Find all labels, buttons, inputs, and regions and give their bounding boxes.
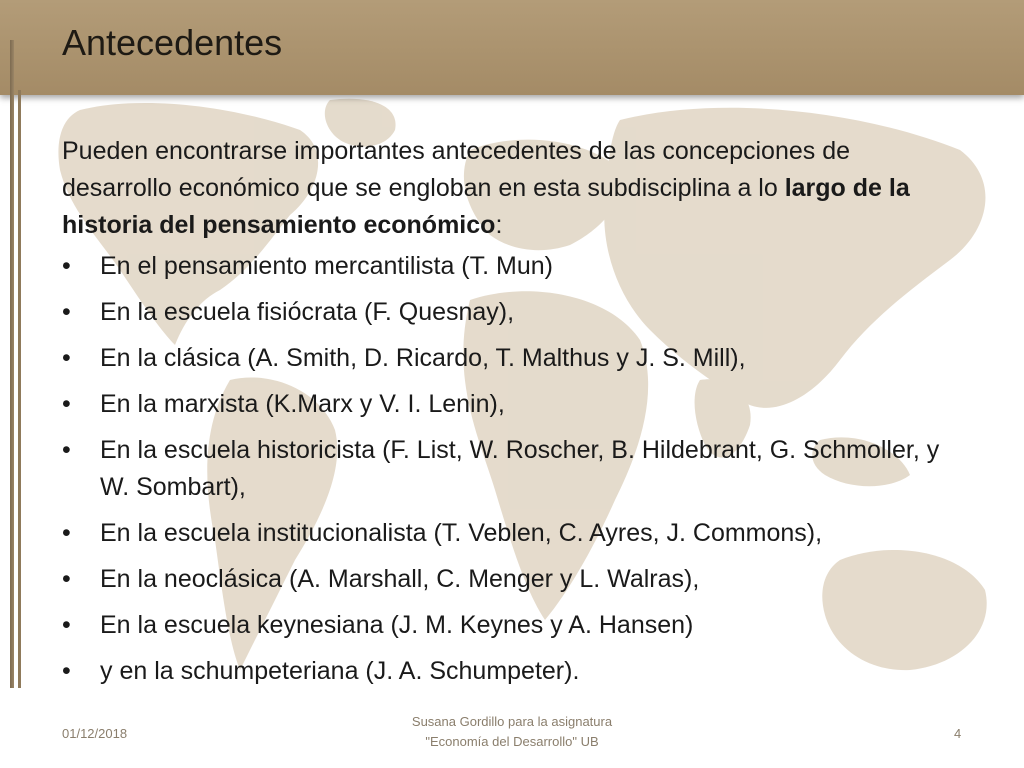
footer-author-line2: "Economía del Desarrollo" UB xyxy=(425,734,599,749)
bullet-item: • En la marxista (K.Marx y V. I. Lenin), xyxy=(62,386,962,423)
footer-author xyxy=(362,712,662,752)
bullet-item: • En la escuela fisiócrata (F. Quesnay), xyxy=(62,294,962,331)
slide-content xyxy=(62,133,962,699)
left-decorative-rule-inner xyxy=(18,90,21,688)
bullet-item: • En la clásica (A. Smith, D. Ricardo, T. Malthus y J. S. Mill), xyxy=(62,340,962,377)
intro-text-part2: : xyxy=(495,211,503,239)
bullet-list xyxy=(62,248,962,690)
bullet-item: • y en la schumpeteriana (J. A. Schumpeter). xyxy=(62,653,962,690)
intro-text-part1: Pueden encontrarse importantes antecedentes de las concepciones de desarrollo económico que se engloban en esta subdisciplina a lo xyxy=(62,137,851,202)
intro-paragraph xyxy=(62,133,962,244)
bullet-item: • En la escuela institucionalista (T. Veblen, C. Ayres, J. Commons), xyxy=(62,515,962,552)
bullet-item: • En la escuela keynesiana (J. M. Keynes y A. Hansen) xyxy=(62,607,962,644)
intro-text-bold: largo de la historia del pensamiento económico xyxy=(62,174,910,239)
footer-page-number: 4 xyxy=(954,726,962,741)
left-decorative-rule xyxy=(10,40,14,688)
bullet-item: • En la escuela historicista (F. List, W. Roscher, B. Hildebrant, G. Schmoller, y W. Sombart), xyxy=(62,432,962,506)
footer-author-line1: Susana Gordillo para la asignatura xyxy=(411,714,613,729)
bullet-item: • En el pensamiento mercantilista (T. Mun) xyxy=(62,248,962,285)
slide-title: Antecedentes xyxy=(62,22,283,63)
footer-date: 01/12/2018 xyxy=(62,726,128,741)
bullet-item: • En la neoclásica (A. Marshall, C. Menger y L. Walras), xyxy=(62,561,962,598)
